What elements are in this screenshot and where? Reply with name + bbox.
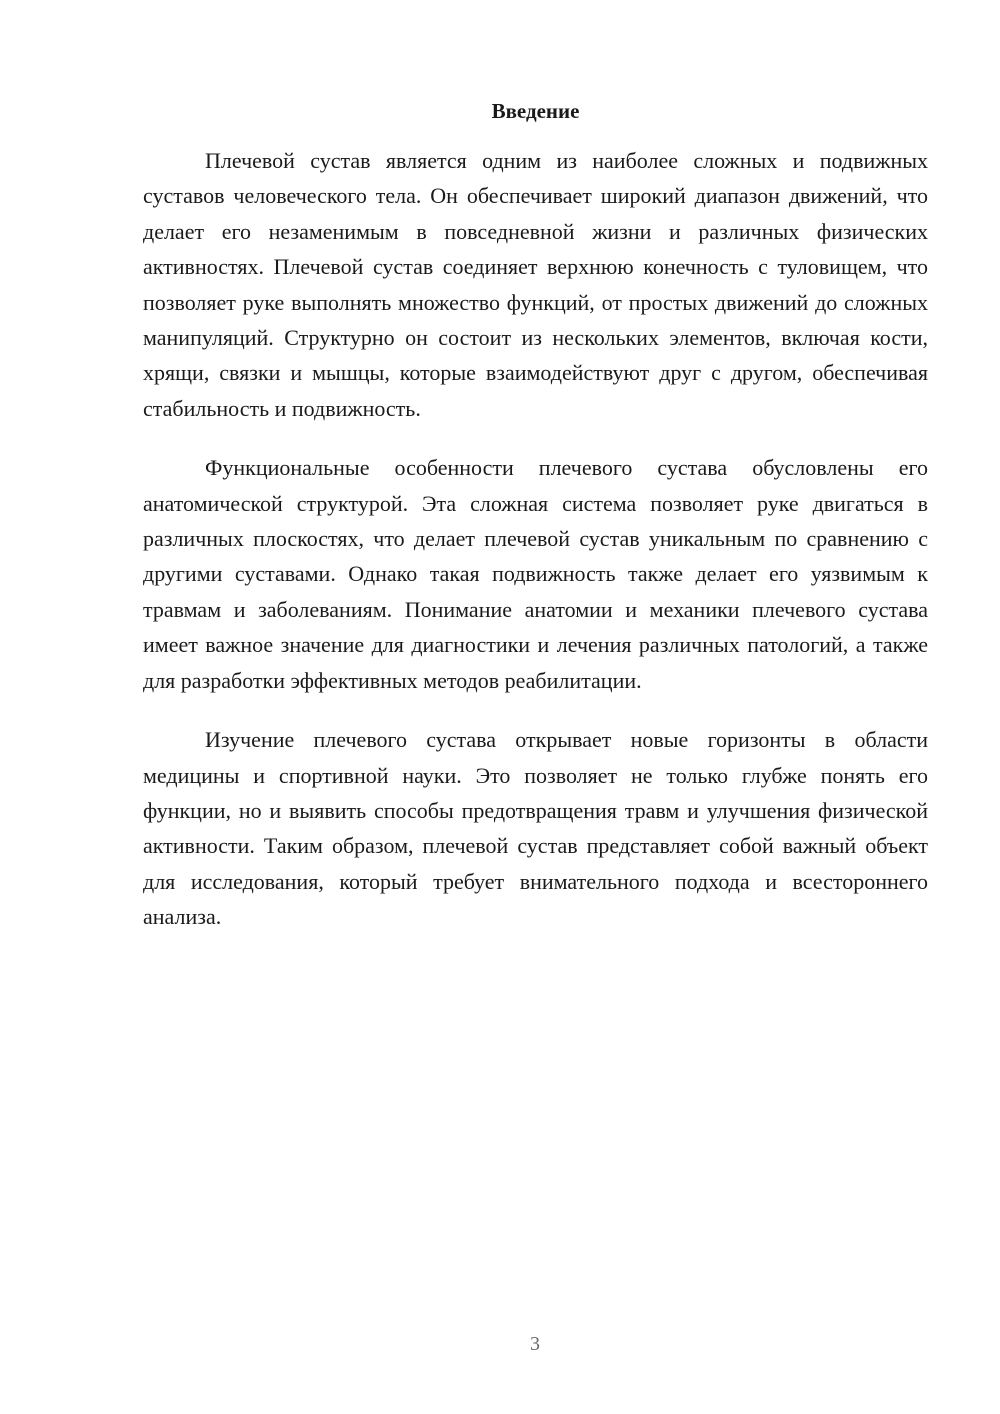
- paragraph-1: Плечевой сустав является одним из наиболее сложных и подвижных суставов человеческого тела. Он обеспечивает широкий диапазон движений, что делает его незаменимым в повседневной жизни и различных физических активностях. Плечевой сустав соединяет верхнюю конечность с туловищем, что позволяет руке выполнять множество функций, от простых движений до сложных манипуляций. Структурно он состоит из нескольких элементов, включая кости, хрящи, связки и мышцы, которые взаимодействуют друг с другом, обеспечивая стабильность и подвижность.: [143, 148, 928, 421]
- paragraph-2: Функциональные особенности плечевого сустава обусловлены его анатомической структурой. Эта сложная система позволяет руке двигаться в различных плоскостях, что делает плечевой сустав уникальным по сравнению с другими суставами. Однако такая подвижность также делает его уязвимым к травмам и заболеваниям. Понимание анатомии и механики плечевого сустава имеет важное значение для диагностики и лечения различных патологий, а также для разработки эффективных методов реабилитации.: [143, 455, 928, 693]
- page-title: Введение: [491, 99, 580, 123]
- page-number: 3: [530, 1333, 540, 1355]
- body-text: [143, 143, 928, 959]
- paragraph-3: Изучение плечевого сустава открывает новые горизонты в области медицины и спортивной науки. Это позволяет не только глубже понять его функции, но и выявить способы предотвращения травм и улучшения физической активности. Таким образом, плечевой сустав представляет собой важный объект для исследования, который требует внимательного подхода и всестороннего анализа.: [143, 727, 928, 930]
